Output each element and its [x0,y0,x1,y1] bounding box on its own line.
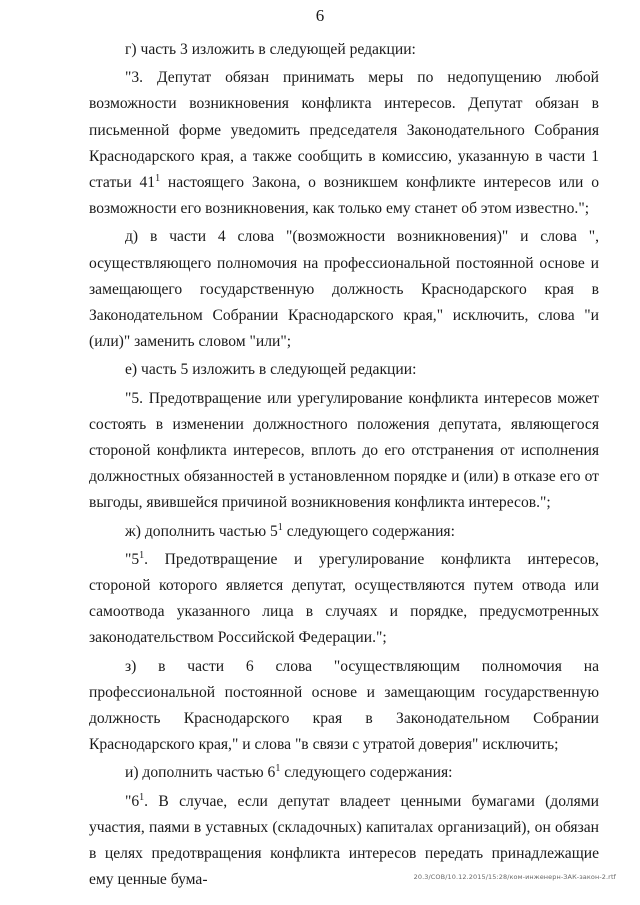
paragraph-item-z [89,654,599,759]
paragraph-item-i [89,760,599,786]
paragraph-part-3-new-text [89,65,599,222]
paragraph-text-run: и) дополнить частью 6 [125,764,276,782]
paragraph-text-run: "5. Предотвращение или урегулирование конфликта интересов может состоять в изменении должностного положения депутата, являющегося стороной конфликта интересов, вплоть до его отстранения от исполнения должностных обязанностей в установленном порядке и (или) в отказе его от выгоды, явившейся причиной возникновения конфликта интересов."; [89,389,599,512]
paragraph-item-g [89,37,599,63]
superscript-index: 1 [139,791,145,803]
document-footer-code: 20.3/СОВ/10.12.2015/15:28/ком-инженерн-ЗАК-закон-2.rtf [413,873,616,881]
paragraph-item-d [89,224,599,355]
paragraph-text-run: з) в части 6 слова "осуществляющим полномочия на профессиональной постоянной основе и замещающим государственную должность Краснодарского края в Законодательном Собрании Краснодарского края," и слова "в связи с утратой доверия" исключить; [89,657,599,754]
paragraph-text-run: настоящего Закона, о возникшем конфликте интересов или о возможности его возникновения, как только ему станет об этом известно."; [89,174,599,218]
paragraph-text-run: "6 [125,792,140,810]
paragraph-text-run: следующего содержания: [282,522,455,540]
paragraph-item-zh [89,519,599,545]
superscript-index: 1 [139,549,145,561]
paragraph-text-run: "3. Депутат обязан принимать меры по недопущению любой возможности возникновения конфликта интересов. Депутат обязан в письменной форме уведомить председателя Законодательного Собрания Краснодарского края, а также сообщить в комиссию, указанную в части 1 статьи 41 [89,69,599,192]
paragraph-text-run: . Предотвращение и урегулирование конфликта интересов, стороной которого является депутат, осуществляются путем отвода или самоотвода указанного лица в случаях и порядке, предусмотренных законодательством Российской Федерации."; [89,550,599,647]
paragraph-text-run: е) часть 5 изложить в следующей редакции: [125,361,417,379]
paragraph-text-run: ж) дополнить частью 5 [125,522,278,540]
paragraph-text-run: "5 [125,550,140,568]
page-number: 6 [315,6,325,25]
superscript-index: 1 [275,763,281,775]
paragraph-part-5-new-text [89,386,599,517]
paragraph-text-run: . В случае, если депутат владеет ценными бумагами (долями участия, паями в уставных (складочных) капиталах организаций), он обязан в целях предотвращения конфликта интересов передать принадлежащие ему ценные бума- [89,792,599,889]
superscript-index: 1 [155,173,161,185]
paragraph-text-run: д) в части 4 слова "(возможности возникновения)" и слова ", осуществляющего полномочия на профессиональной постоянной основе и замещающего государственную должность Краснодарского края в Законодательном Собрании Краснодарского края," исключить, слова "и (или)" заменить словом "или"; [89,228,599,351]
paragraph-part-5-1-text [89,547,599,652]
superscript-index: 1 [277,521,283,533]
document-body [89,37,599,896]
paragraph-text-run: следующего содержания: [280,764,453,782]
paragraph-text-run: г) часть 3 изложить в следующей редакции: [125,41,416,58]
paragraph-item-e [89,357,599,383]
